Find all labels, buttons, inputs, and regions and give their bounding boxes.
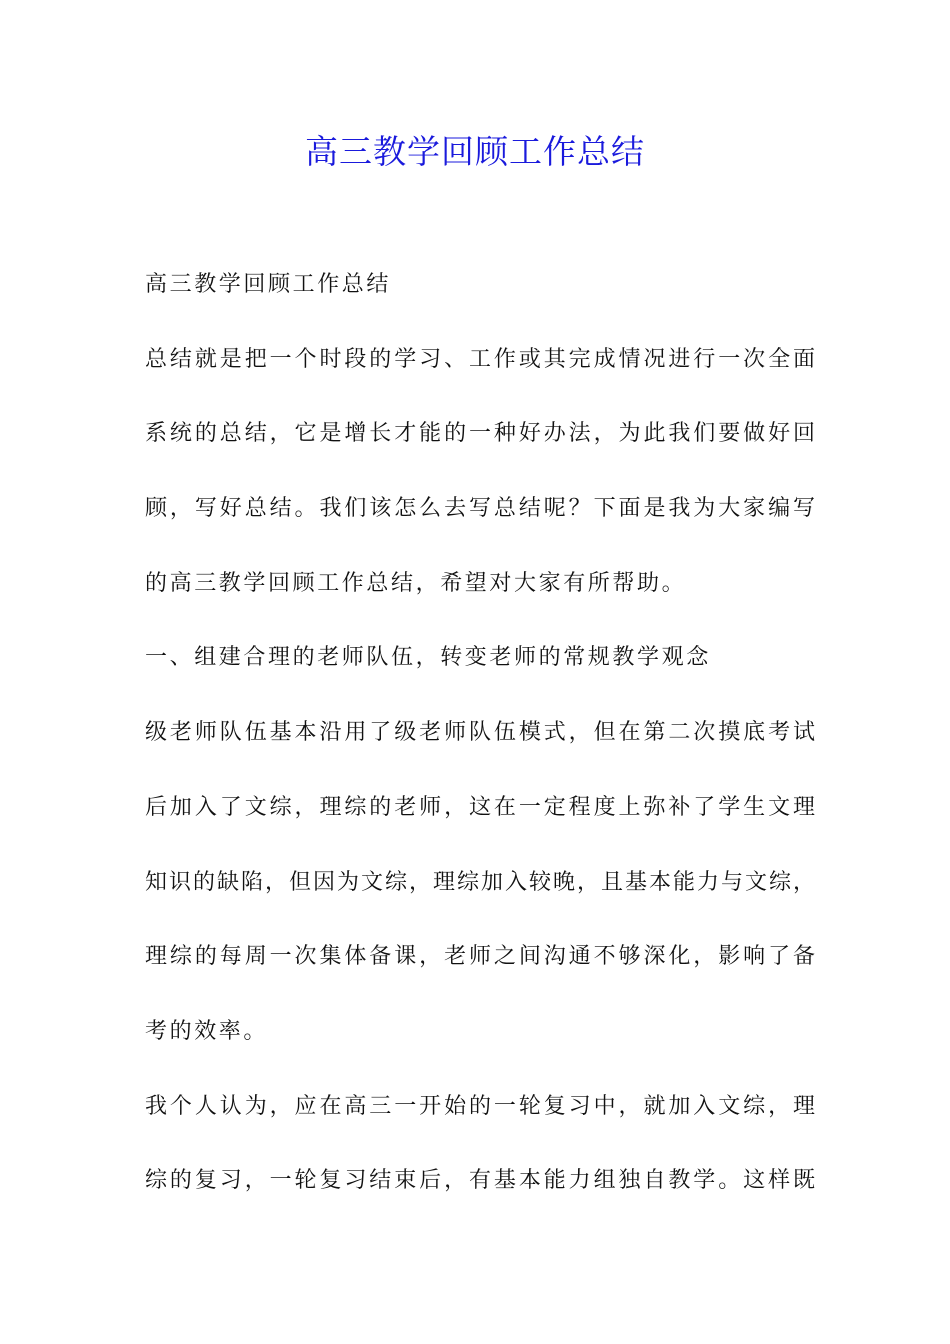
paragraph-line: 高三教学回顾工作总结: [145, 272, 392, 297]
paragraph-line: 综的复习，一轮复习结束后，有基本能力组独自教学。这样既: [145, 1168, 815, 1194]
paragraph-line: 的高三教学回顾工作总结，希望对大家有所帮助。: [145, 570, 687, 596]
paragraph-line: 我个人认为，应在高三一开始的一轮复习中，就加入文综，理: [145, 1093, 815, 1119]
document-title: 高三教学回顾工作总结: [305, 132, 645, 171]
paragraph-line: 知识的缺陷，但因为文综，理综加入较晚，且基本能力与文综，: [145, 869, 815, 895]
paragraph-line: 系统的总结，它是增长才能的一种好办法，为此我们要做好回: [145, 421, 815, 447]
paragraph-line: 级老师队伍基本沿用了级老师队伍模式，但在第二次摸底考试: [145, 720, 815, 746]
paragraph-line: 后加入了文综，理综的老师，这在一定程度上弥补了学生文理: [145, 794, 815, 820]
paragraph-line: 考的效率。: [145, 1018, 269, 1044]
paragraph-line: 顾，写好总结。我们该怎么去写总结呢？下面是我为大家编写: [145, 496, 815, 522]
paragraph-line: 理综的每周一次集体备课，老师之间沟通不够深化，影响了备: [145, 944, 815, 970]
paragraph-line: 总结就是把一个时段的学习、工作或其完成情况进行一次全面: [145, 346, 815, 372]
paragraph-line: 一、组建合理的老师队伍，转变老师的常规教学观念: [145, 645, 711, 671]
document-body: [145, 262, 815, 1233]
